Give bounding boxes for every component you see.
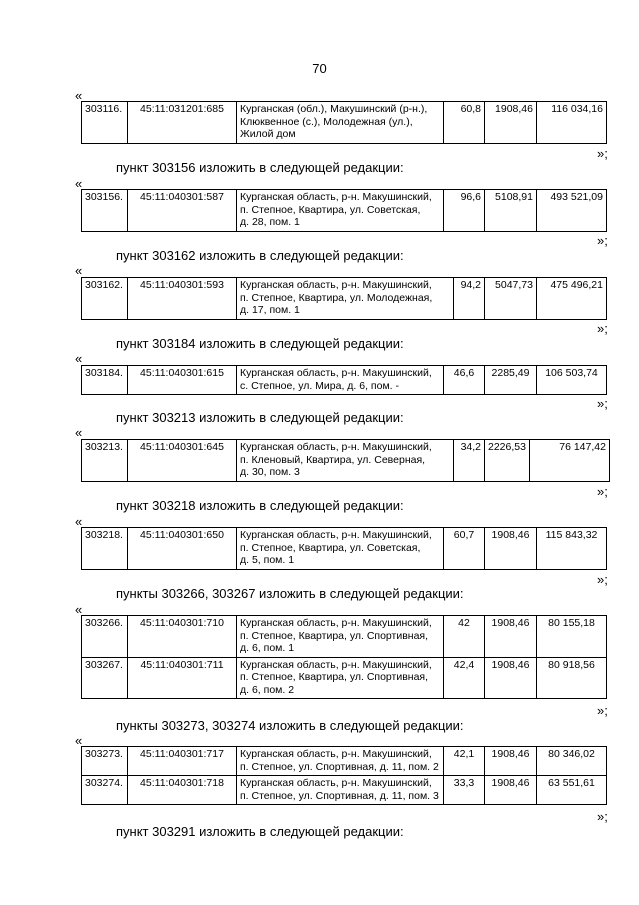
- table-row: [82, 440, 610, 482]
- address-line: п. Степное, Квартира, ул. Молодежная,: [240, 291, 433, 304]
- address-line: Курганская область, р-н. Макушинский,: [240, 529, 432, 541]
- rate-cell: 1908,46: [485, 528, 537, 570]
- cadastral-number-cell: 45:11:040301:717: [128, 747, 237, 776]
- address-line: п. Степное, Квартира, ул. Спортивная,: [240, 671, 429, 683]
- value-cell: 115 843,32: [537, 528, 607, 570]
- area-cell: 34,2: [454, 440, 485, 482]
- amendment-instruction: пункт 303218 изложить в следующей редакции:: [116, 498, 404, 513]
- item-number-cell: 303213.: [82, 440, 128, 482]
- area-cell: 96,6: [444, 190, 485, 232]
- amendment-instruction: пункты 303273, 303274 изложить в следующей редакции:: [116, 718, 464, 733]
- closing-quote: »;: [597, 484, 608, 499]
- address-line: Курганская область, р-н. Макушинский,: [240, 441, 432, 453]
- rate-cell: 1908,46: [485, 657, 537, 699]
- amendment-instruction: пункт 303213 изложить в следующей редакции:: [116, 410, 404, 425]
- item-number-cell: 303184.: [82, 366, 128, 395]
- rate-cell: 1908,46: [485, 102, 537, 144]
- amendment-instruction: пункт 303291 изложить в следующей редакции:: [116, 824, 404, 839]
- address-line: п. Степное, Квартира, ул. Советская,: [240, 541, 421, 554]
- registry-table: [81, 746, 607, 805]
- amendment-instruction: пункты 303266, 303267 изложить в следующей редакции:: [116, 586, 464, 601]
- address-line: Курганская область, р-н. Макушинский,: [240, 191, 432, 203]
- registry-table: [81, 527, 607, 570]
- rate-cell: 1908,46: [485, 747, 537, 776]
- area-cell: 33,3: [444, 776, 485, 805]
- area-cell: 60,8: [444, 102, 485, 144]
- address-line: д. 6, пом. 2: [240, 683, 295, 696]
- cadastral-number-cell: 45:11:040301:587: [128, 190, 237, 232]
- area-cell: 42,4: [444, 657, 485, 699]
- closing-quote: »;: [597, 396, 608, 411]
- amendment-instruction: пункт 303156 изложить в следующей редакции:: [116, 160, 404, 175]
- table-row: [82, 747, 607, 776]
- address-line: п. Степное, ул. Спортивная, д. 11, пом. 2: [240, 760, 439, 773]
- address-line: Курганская область, р-н. Макушинский,: [240, 748, 432, 760]
- area-cell: 42: [444, 616, 485, 658]
- address-line: д. 17, пом. 1: [240, 304, 300, 316]
- area-cell: 46,6: [444, 366, 485, 395]
- cadastral-number-cell: 45:11:040301:710: [128, 616, 237, 658]
- opening-quote: «: [75, 88, 83, 103]
- address-line: Клюквенное (с.), Молодежная (ул.),: [240, 115, 413, 128]
- amendment-instruction: пункт 303184 изложить в следующей редакции:: [116, 336, 404, 351]
- value-cell: 80 346,02: [537, 747, 607, 776]
- opening-quote: «: [75, 351, 83, 366]
- area-cell: 42,1: [444, 747, 485, 776]
- closing-quote: »;: [597, 146, 608, 161]
- address-line: Курганская область, р-н. Макушинский,: [240, 279, 432, 291]
- value-cell: 106 503,74: [537, 366, 607, 395]
- item-number-cell: 303218.: [82, 528, 128, 570]
- rate-cell: 2226,53: [485, 440, 530, 482]
- address-cell: [237, 366, 444, 395]
- address-cell: [237, 190, 444, 232]
- address-line: п. Степное, Квартира, ул. Спортивная,: [240, 629, 429, 642]
- value-cell: 493 521,09: [537, 190, 607, 232]
- address-line: п. Степное, Квартира, ул. Советская,: [240, 203, 421, 216]
- address-line: Курганская область, р-н. Макушинский,: [240, 777, 432, 789]
- cadastral-number-cell: 45:11:040301:593: [128, 278, 237, 320]
- rate-cell: 2285,49: [485, 366, 537, 395]
- item-number-cell: 303274.: [82, 776, 128, 805]
- address-line: Жилой дом: [240, 128, 296, 140]
- address-cell: [237, 776, 444, 805]
- table-row: [82, 528, 607, 570]
- table-row: [82, 102, 607, 144]
- closing-quote: »;: [597, 809, 608, 824]
- address-cell: [237, 616, 444, 658]
- address-cell: [237, 440, 454, 482]
- table-row: [82, 657, 607, 699]
- address-cell: [237, 747, 444, 776]
- opening-quote: «: [75, 602, 83, 617]
- opening-quote: «: [75, 514, 83, 529]
- address-line: д. 5, пом. 1: [240, 554, 295, 566]
- cadastral-number-cell: 45:11:031201:685: [128, 102, 237, 144]
- page-number: 70: [312, 61, 327, 76]
- cadastral-number-cell: 45:11:040301:645: [128, 440, 237, 482]
- registry-table: [81, 439, 610, 482]
- item-number-cell: 303116.: [82, 102, 128, 144]
- address-cell: [237, 657, 444, 699]
- table-row: [82, 278, 607, 320]
- item-number-cell: 303162.: [82, 278, 128, 320]
- address-line: п. Степное, ул. Спортивная, д. 11, пом. 3: [240, 789, 439, 802]
- item-number-cell: 303273.: [82, 747, 128, 776]
- address-cell: [237, 278, 454, 320]
- table-row: [82, 616, 607, 658]
- closing-quote: »;: [597, 321, 608, 336]
- address-line: д. 28, пом. 1: [240, 216, 300, 228]
- cadastral-number-cell: 45:11:040301:718: [128, 776, 237, 805]
- address-cell: [237, 102, 444, 144]
- address-line: Курганская область, р-н. Макушинский,: [240, 367, 432, 379]
- value-cell: 80 155,18: [537, 616, 607, 658]
- address-line: Курганская (обл.), Макушинский (р-н.),: [240, 103, 428, 115]
- closing-quote: »;: [597, 572, 608, 587]
- cadastral-number-cell: 45:11:040301:711: [128, 657, 237, 699]
- value-cell: 475 496,21: [537, 278, 607, 320]
- table-row: [82, 190, 607, 232]
- item-number-cell: 303156.: [82, 190, 128, 232]
- cadastral-number-cell: 45:11:040301:615: [128, 366, 237, 395]
- table-row: [82, 366, 607, 395]
- address-line: д. 30, пом. 3: [240, 466, 300, 478]
- rate-cell: 1908,46: [485, 616, 537, 658]
- opening-quote: «: [75, 733, 83, 748]
- registry-table: [81, 615, 607, 699]
- value-cell: 116 034,16: [537, 102, 607, 144]
- area-cell: 94,2: [454, 278, 485, 320]
- closing-quote: »;: [597, 703, 608, 718]
- value-cell: 76 147,42: [529, 440, 609, 482]
- registry-table: [81, 277, 607, 320]
- area-cell: 60,7: [444, 528, 485, 570]
- address-line: Курганская область, р-н. Макушинский,: [240, 658, 432, 671]
- opening-quote: «: [75, 425, 83, 440]
- value-cell: 80 918,56: [537, 657, 607, 699]
- cadastral-number-cell: 45:11:040301:650: [128, 528, 237, 570]
- registry-table: [81, 365, 607, 395]
- opening-quote: «: [75, 263, 83, 278]
- rate-cell: 5108,91: [485, 190, 537, 232]
- address-line: с. Степное, ул. Мира, д. 6, пом. -: [240, 379, 400, 392]
- address-cell: [237, 528, 444, 570]
- rate-cell: 5047,73: [485, 278, 537, 320]
- address-line: д. 6, пом. 1: [240, 642, 295, 654]
- rate-cell: 1908,46: [485, 776, 537, 805]
- registry-table: [81, 101, 607, 144]
- item-number-cell: 303267.: [82, 657, 128, 699]
- value-cell: 63 551,61: [537, 776, 607, 805]
- opening-quote: «: [75, 176, 83, 191]
- address-line: Курганская область, р-н. Макушинский,: [240, 617, 432, 629]
- closing-quote: »;: [597, 233, 608, 248]
- amendment-instruction: пункт 303162 изложить в следующей редакции:: [116, 248, 404, 263]
- address-line: п. Кленовый, Квартира, ул. Северная,: [240, 453, 426, 466]
- registry-table: [81, 189, 607, 232]
- table-row: [82, 776, 607, 805]
- item-number-cell: 303266.: [82, 616, 128, 658]
